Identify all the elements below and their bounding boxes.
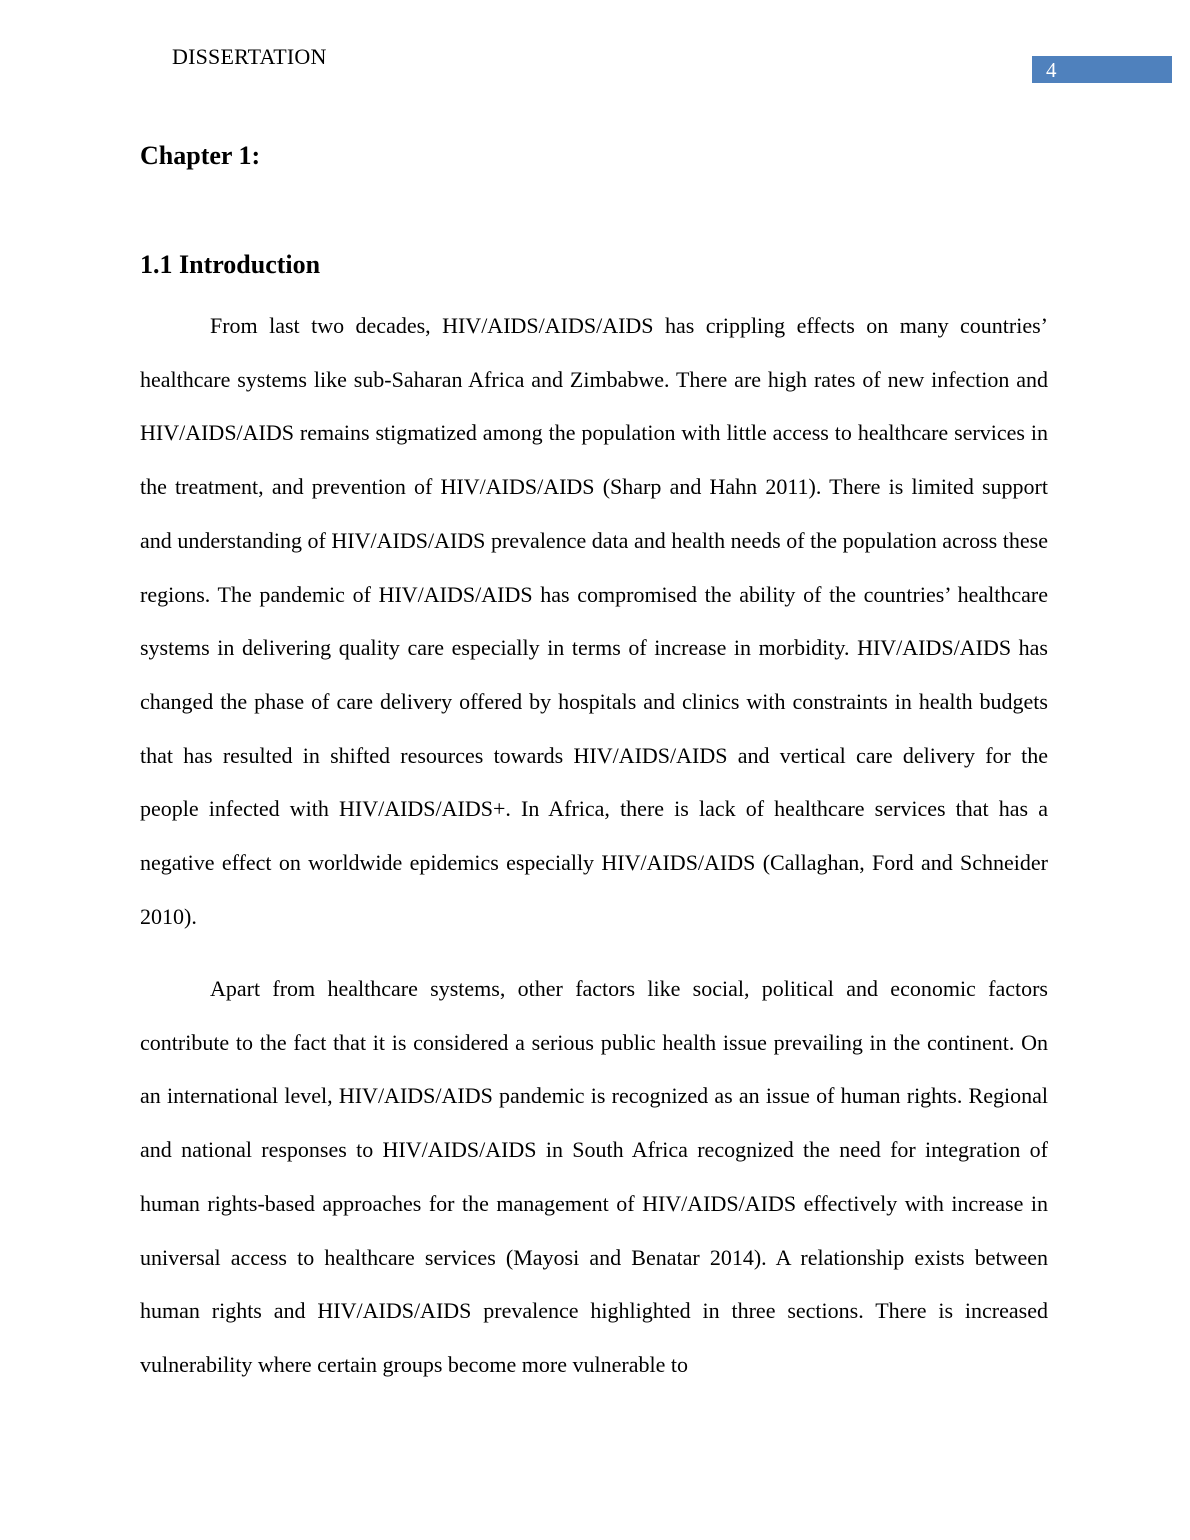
chapter-title: Chapter 1: xyxy=(140,141,261,170)
page-number-box xyxy=(1032,56,1172,83)
page-number: 4 xyxy=(1046,58,1057,82)
body-paragraph-2: Apart from healthcare systems, other factors like social, political and economic factors contribute to the fact that it is considered a serious public health issue prevailing in the continent. On an international level, HIV/AIDS/AIDS pandemic is recognized as an issue of human rights. Regional and national responses to HIV/AIDS/AIDS in South Africa recognized the need for integration of human rights-based approaches for the management of HIV/AIDS/AIDS effectively with increase in universal access to healthcare services (Mayosi and Benatar 2014). A relationship exists between human rights and HIV/AIDS/AIDS prevalence highlighted in three sections. There is increased vulnerability where certain groups become more vulnerable to xyxy=(140,976,1048,1377)
section-title: 1.1 Introduction xyxy=(140,250,321,279)
body-paragraph-1: From last two decades, HIV/AIDS/AIDS/AIDS has crippling effects on many countries’ healthcare systems like sub-Saharan Africa and Zimbabwe. There are high rates of new infection and HIV/AIDS/AIDS remains stigmatized among the population with little access to healthcare services in the treatment, and prevention of HIV/AIDS/AIDS (Sharp and Hahn 2011). There is limited support and understanding of HIV/AIDS/AIDS prevalence data and health needs of the population across these regions. The pandemic of HIV/AIDS/AIDS has compromised the ability of the countries’ healthcare systems in delivering quality care especially in terms of increase in morbidity. HIV/AIDS/AIDS has changed the phase of care delivery offered by hospitals and clinics with constraints in health budgets that has resulted in shifted resources towards HIV/AIDS/AIDS and vertical care delivery for the people infected with HIV/AIDS/AIDS+. In Africa, there is lack of healthcare services that has a negative effect on worldwide epidemics especially HIV/AIDS/AIDS (Callaghan, Ford and Schneider 2010). xyxy=(140,313,1048,929)
running-head: DISSERTATION xyxy=(172,44,327,69)
